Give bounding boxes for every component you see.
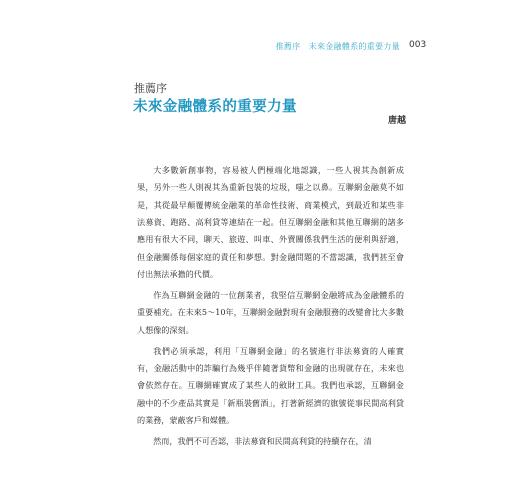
author-name: 唐越: [388, 116, 407, 126]
running-header: 推薦序 未來金融體系的重要力量: [275, 42, 400, 51]
paragraph-1: 大多數新創事物，容易被人們極端化地認識，一些人視其為創新成果，另外一些人則視其為重新包裝的垃圾，嗤之以鼻。互聯網金融莫不如是，其從最早顛覆傳統金融業的革命性技術、商業模式，到最近和某些非法募資、跑路、高利貸等連結在一起。但互聯網金融和其他互聯網的諸多應用有很大不同，聊天、旅遊、叫車、外賣關係我們生活的便利與舒適，但金融關係每個家庭的責任和夢想。對金融問題的不當認識，我們甚至會付出無法承擔的代價。: [137, 165, 404, 280]
page-title: 未來金融體系的重要力量: [133, 99, 297, 115]
paragraph-4: 然而，我們不可否認，非法募資和民間高利貸的持續存在，清: [153, 435, 372, 446]
section-label: 推薦序: [134, 82, 167, 95]
paragraph-2: 作為互聯網金融的一位創業者，我堅信互聯網金融將成為金融體系的重要補充。在未來5～10年，互聯網金融對現有金融服務的改變會比大多數人想像的深刻。: [137, 290, 404, 335]
paragraph-3: 我們必須承認，利用「互聯網金融」的名號進行非法募資的人確實有，金融活動中的詐騙行為幾乎伴隨著貨幣和金融的出現就存在，未來也會依然存在。互聯網確實成了某些人的斂財工具。我們也承認，互聯網金融中的不少產品其實是「新瓶裝舊酒」，打著新經濟的旗號從事民間高利貸的業務，蒙蔽客戶和媒體。: [137, 345, 404, 425]
page-number: 003: [409, 40, 427, 50]
body-text: [137, 162, 404, 454]
